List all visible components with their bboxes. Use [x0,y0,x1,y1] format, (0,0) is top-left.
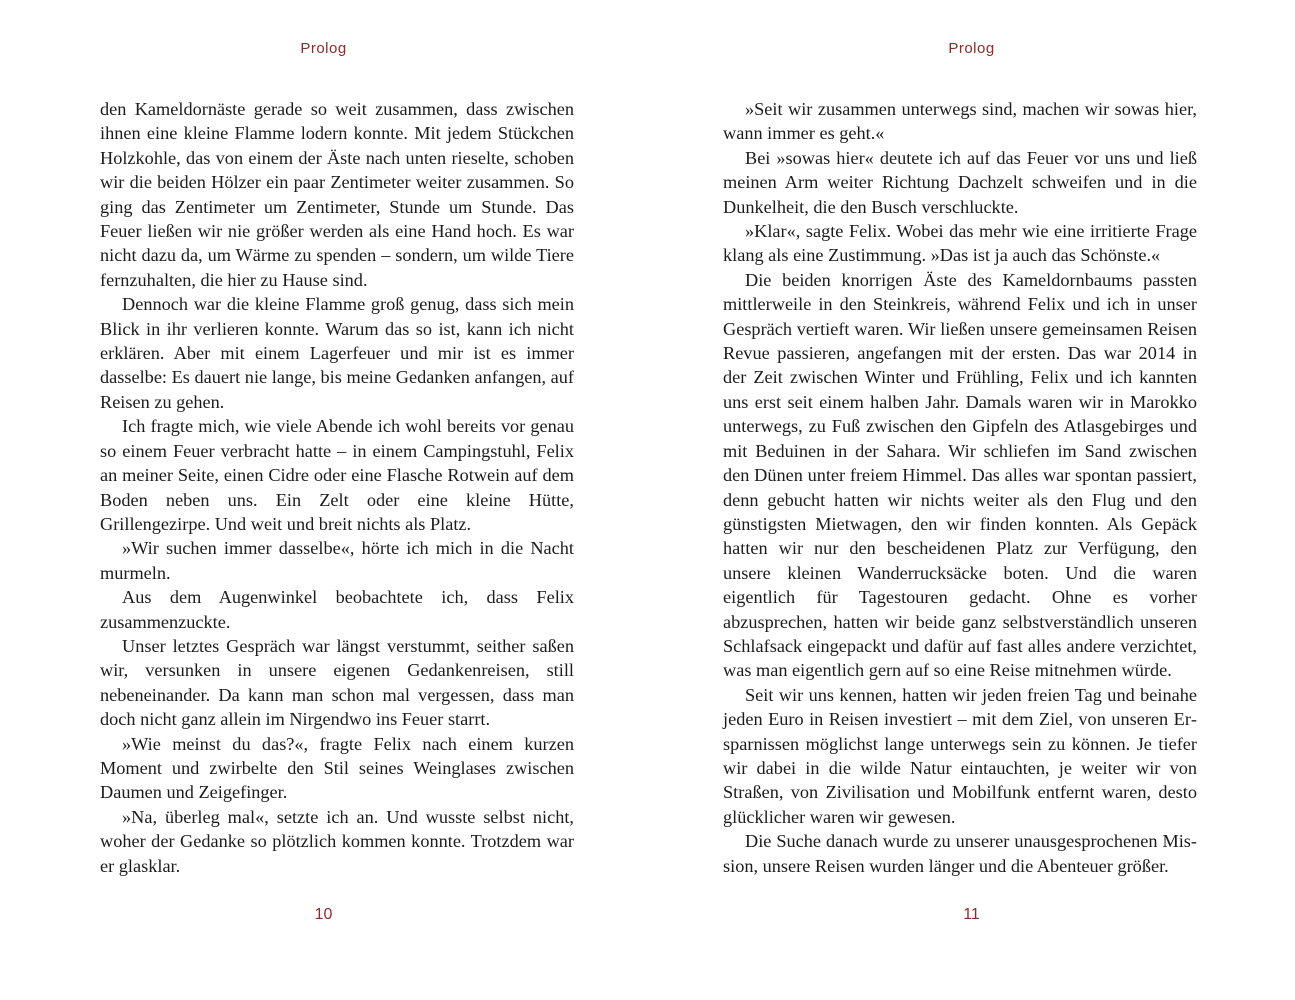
paragraph: Seit wir uns kennen, hatten wir jeden freien Tag und beinahe jeden Euro in Reisen investiert – mit dem Ziel, von unseren Ersparnissen möglichst lange unterwegs sein zu können. Je tiefer wir dabei in die wilde Natur eintauchten, je weiter wir von Straßen, von Zivilisation und Mobilfunk entfernt waren, desto glücklicher waren wir gewesen. [723,684,1197,827]
paragraph: Die Suche danach wurde zu unserer unausgesprochenen Mission, unsere Reisen wurden länger und die Abenteuer größer. [723,831,1197,876]
paragraph: Bei »sowas hier« deutete ich auf das Feuer vor uns und ließ meinen Arm weiter Richtung Dachzelt schweifen und in die Dunkelheit, die den Busch verschluckte. [723,147,1197,217]
right-page [648,0,1295,1000]
paragraph: Ich fragte mich, wie viele Abende ich wohl bereits vor genau so einem Feuer verbracht hatte – in einem Campingstuhl, Felix an meiner Seite, einen Cidre oder eine Flasche Rotwein auf dem Boden neben uns. Ein Zelt oder eine kleine Hütte, Grillengezirpe. Und weit und breit nichts als Platz. [100,416,574,534]
page-number: 10 [314,906,333,923]
left-page [0,0,647,1000]
body-text [100,97,574,878]
paragraph: Aus dem Augenwinkel beobachtete ich, dass Felix zusammenzuckte. [100,587,574,632]
paragraph: »Wie meinst du das?«, fragte Felix nach einem kurzen Moment und zwirbelte den Stil seines Weinglases zwischen Daumen und Zeigefinger. [100,733,574,803]
page-number: 11 [963,906,980,923]
running-head: Prolog [948,40,995,57]
paragraph: »Na, überleg mal«, setzte ich an. Und wusste selbst nicht, woher der Gedanke so plötzlich kommen konnte. Trotzdem war er glasklar. [100,806,574,876]
paragraph: »Klar«, sagte Felix. Wobei das mehr wie eine irritierte Frage klang als eine Zustimmung. »Das ist ja auch das Schönste.« [723,221,1197,266]
body-text [723,97,1197,878]
running-head: Prolog [300,40,347,57]
paragraph: Dennoch war die kleine Flamme groß genug, dass sich mein Blick in ihr verlieren konnte. Warum das so ist, kann ich nicht erklären. Aber mit einem Lagerfeuer und mir ist es immer dasselbe: Es dauert nie lange, bis meine Gedanken anfangen, auf Reisen zu gehen. [100,294,574,412]
paragraph: Unser letztes Gespräch war längst verstummt, seither saßen wir, versunken in unsere eigenen Gedankenreisen, still nebeneinander. Da kann man schon mal vergessen, dass man doch nicht ganz allein im Nirgendwo ins Feuer starrt. [100,635,574,730]
paragraph: den Kameldornäste gerade so weit zusammen, dass zwischen ihnen eine kleine Flamme lodern konnte. Mit jedem Stückchen Holzkohle, das von einem der Äste nach unten rieselte, schoben wir die beiden Hölzer ein paar Zentimeter weiter zusammen. So ging das Zentimeter um Zentimeter, Stunde um Stunde. Das Feuer ließen wir nie größer werden als eine Hand hoch. Es war nicht dazu da, um Wärme zu spenden – sondern, um wilde Tiere fernzuhalten, die hier zu Hause sind. [100,99,574,290]
paragraph: Die beiden knorrigen Äste des Kameldornbaums passten mittlerweile in den Steinkreis, während Felix und ich in unser Gespräch vertieft waren. Wir ließen unsere gemeinsamen Reisen Revue passieren, angefangen mit der ersten. Das war 2014 in der Zeit zwischen Winter und Frühling, Felix und ich kannten uns erst seit einem halben Jahr. Damals waren wir in Marokko unterwegs, zu Fuß zwischen den Gipfeln des Atlasgebirges und mit Beduinen in der Sahara. Wir schliefen im Sand zwischen den Dünen unter freiem Himmel. Das alles war spontan passiert, denn gebucht hatten wir nichts weiter als den Flug und den günstigsten Mietwagen, den wir finden konnten. Als Gepäck hatten wir nur den bescheidenen Platz zur Verfügung, den unsere kleinen Wanderrucksäcke boten. Und die waren eigentlich für Tagestouren gedacht. Ohne es vorher abzusprechen, hatten wir beide ganz selbstverständlich unseren Schlafsack eingepackt und dafür auf fast alles andere verzichtet, was man eigentlich gern auf so eine Reise mitnehmen würde. [723,269,1197,681]
paragraph: »Seit wir zusammen unterwegs sind, machen wir sowas hier, wann immer es geht.« [723,99,1197,144]
paragraph: »Wir suchen immer dasselbe«, hörte ich mich in die Nacht murmeln. [100,538,574,583]
